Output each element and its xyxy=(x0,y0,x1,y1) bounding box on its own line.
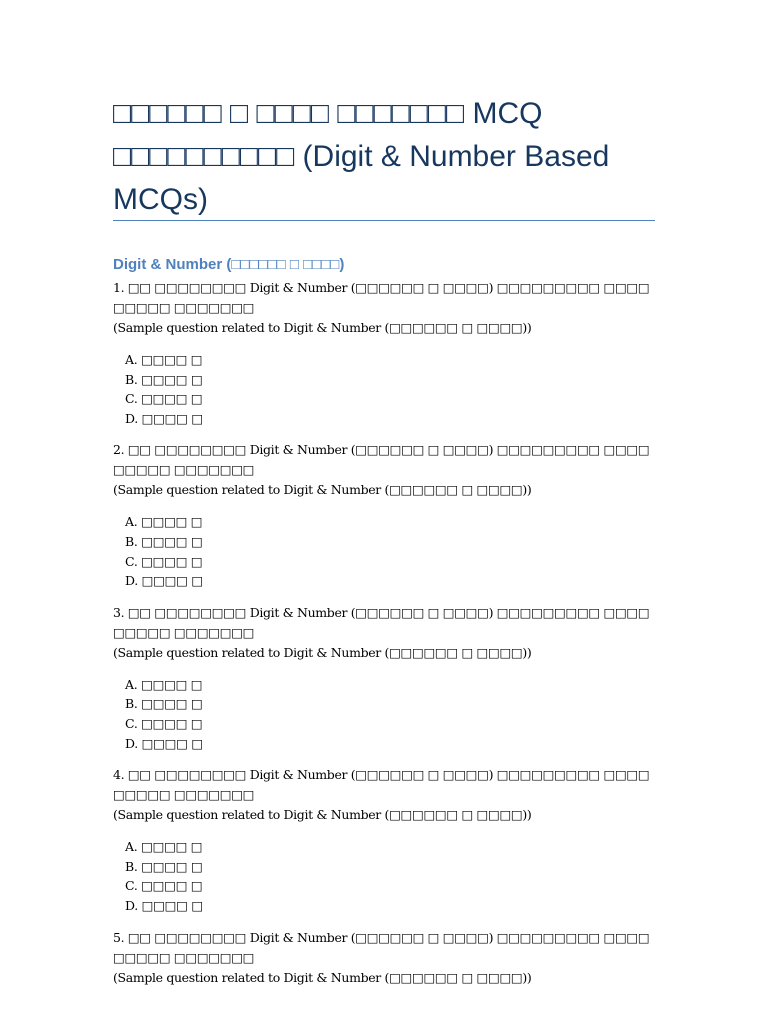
option-a: A. □□□□ □ xyxy=(125,352,203,367)
question-subtext: (Sample question related to Digit & Number (□□□□□□ □ □□□□)) xyxy=(113,482,532,498)
question-text: 4. □□ □□□□□□□□ Digit & Number (□□□□□□ □ □□□□) □□□□□□□□□ □□□□ □□□□□ □□□□□□□ xyxy=(113,767,650,803)
question-subtext: (Sample question related to Digit & Number (□□□□□□ □ □□□□)) xyxy=(113,969,532,985)
option-c: C. □□□□ □ xyxy=(125,553,203,569)
option-b: B. □□□□ □ xyxy=(125,371,203,387)
options-list xyxy=(125,837,673,915)
question-subtext: (Sample question related to Digit & Number (□□□□□□ □ □□□□)) xyxy=(113,807,532,823)
option-d: D. □□□□ □ xyxy=(125,897,203,913)
section-heading: Digit & Number (□□□□□□ □ □□□□) xyxy=(113,256,345,273)
question-subtext: (Sample question related to Digit & Number (□□□□□□ □ □□□□)) xyxy=(113,644,532,660)
question-text: 3. □□ □□□□□□□□ Digit & Number (□□□□□□ □ □□□□) □□□□□□□□□ □□□□ □□□□□ □□□□□□□ xyxy=(113,604,650,640)
option-b: B. □□□□ □ xyxy=(125,696,203,712)
option-c: C. □□□□ □ xyxy=(125,715,203,731)
option-a: A. □□□□ □ xyxy=(125,514,203,530)
option-c: C. □□□□ □ xyxy=(125,391,203,407)
options-list xyxy=(125,350,673,428)
question-text: 2. □□ □□□□□□□□ Digit & Number (□□□□□□ □ □□□□) □□□□□□□□□ □□□□ □□□□□ □□□□□□□ xyxy=(113,442,650,478)
question-2 xyxy=(113,440,673,590)
question-5 xyxy=(113,928,673,988)
option-c: C. □□□□ □ xyxy=(125,878,203,894)
options-list xyxy=(125,675,673,753)
document-title: □□□□□□ □ □□□□ □□□□□□□ MCQ □□□□□□□□□□ (Digit & Number Based MCQs) xyxy=(113,97,610,216)
question-list xyxy=(113,278,673,1000)
option-d: D. □□□□ □ xyxy=(125,410,203,426)
question-subtext: (Sample question related to Digit & Number (□□□□□□ □ □□□□)) xyxy=(113,320,532,335)
option-b: B. □□□□ □ xyxy=(125,533,203,549)
question-4 xyxy=(113,765,673,915)
option-a: A. □□□□ □ xyxy=(125,676,203,692)
option-b: B. □□□□ □ xyxy=(125,858,203,874)
question-1 xyxy=(113,278,673,428)
question-text: 5. □□ □□□□□□□□ Digit & Number (□□□□□□ □ □□□□) □□□□□□□□□ □□□□ □□□□□ □□□□□□□ xyxy=(113,929,650,965)
option-d: D. □□□□ □ xyxy=(125,735,203,751)
question-3 xyxy=(113,603,673,753)
option-d: D. □□□□ □ xyxy=(125,573,203,589)
title-divider xyxy=(113,220,655,221)
question-text: 1. □□ □□□□□□□□ Digit & Number (□□□□□□ □ □□□□) □□□□□□□□□ □□□□ □□□□□ □□□□□□□ xyxy=(113,280,650,315)
options-list xyxy=(125,512,673,590)
option-a: A. □□□□ □ xyxy=(125,839,203,855)
